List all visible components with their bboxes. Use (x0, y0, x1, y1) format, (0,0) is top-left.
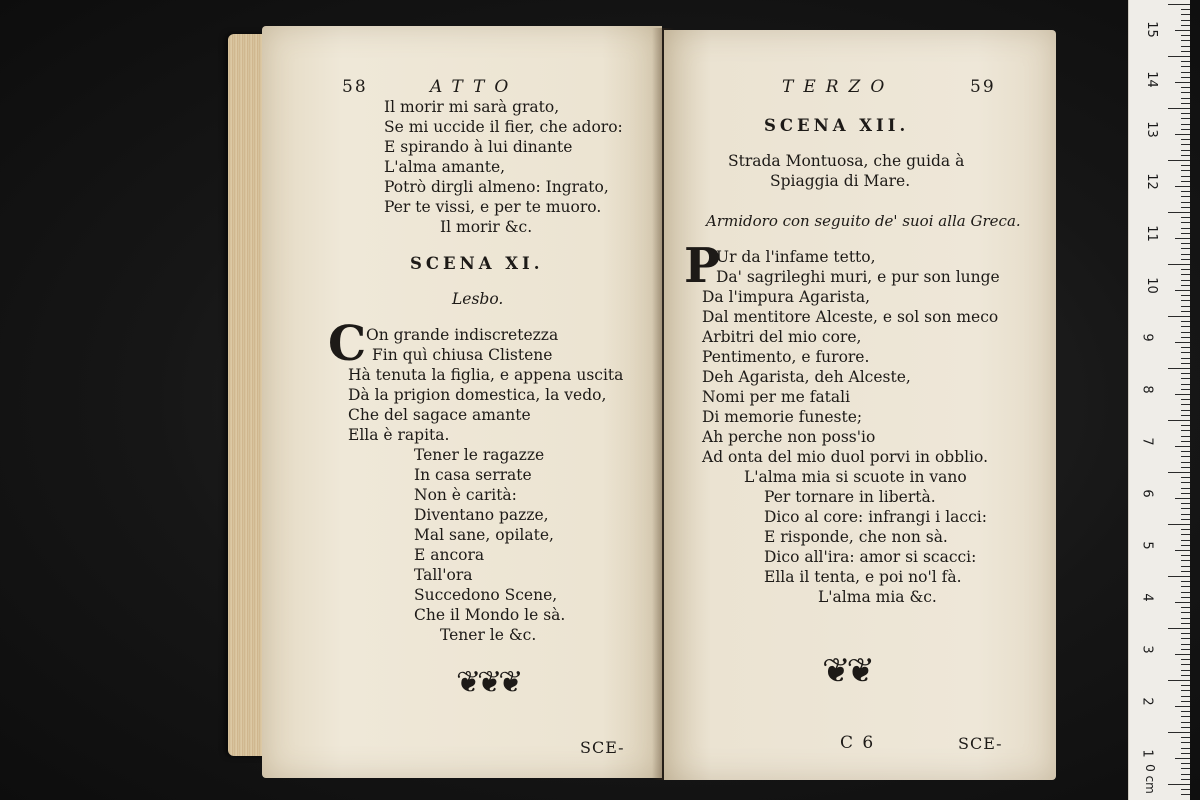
aria-line: E ancora (414, 546, 485, 564)
ruler-tick (1181, 66, 1190, 67)
ruler-tick (1181, 685, 1190, 686)
ruler-tick (1181, 779, 1190, 780)
verse-line: Arbitri del mio core, (702, 328, 862, 346)
ruler-tick (1168, 4, 1190, 5)
ruler-number: 5 (1139, 541, 1155, 550)
scene-title: SCENA XI. (410, 254, 544, 273)
ruler-number: 13 (1143, 121, 1159, 138)
ruler-tick (1181, 675, 1190, 676)
ruler-tick (1175, 238, 1190, 239)
ruler-tick (1181, 451, 1190, 452)
ruler-tick (1181, 139, 1190, 140)
setting-line: Strada Montuosa, che guida à (728, 152, 965, 170)
ruler-tick (1181, 25, 1190, 26)
ruler-tick (1181, 540, 1190, 541)
ruler-tick (1168, 732, 1190, 733)
ruler-tick (1175, 82, 1190, 83)
ruler-tick (1181, 742, 1190, 743)
ruler-tick (1181, 352, 1190, 353)
right-running-head: TERZO (782, 77, 895, 97)
ruler-tick (1181, 555, 1190, 556)
verse-line: Potrò dirgli almeno: Ingrato, (384, 178, 609, 196)
catchword: SCE- (958, 734, 1003, 753)
ruler-tick (1168, 316, 1190, 317)
ruler-tick (1181, 103, 1190, 104)
aria-line: Mal sane, opilate, (414, 526, 554, 544)
ruler-tick (1181, 358, 1190, 359)
ruler-tick (1175, 30, 1190, 31)
ruler-tick (1181, 711, 1190, 712)
ruler-tick (1181, 701, 1190, 702)
ruler-tick (1181, 633, 1190, 634)
ruler-tick (1175, 290, 1190, 291)
ruler-tick (1181, 113, 1190, 114)
ruler-tick (1181, 306, 1190, 307)
aria-line: Tener le ragazze (414, 446, 545, 464)
ruler-tick (1168, 472, 1190, 473)
scene-title: SCENA XII. (764, 116, 910, 135)
ruler-tick (1175, 134, 1190, 135)
right-page-number: 59 (970, 77, 996, 97)
ruler-number: 15 (1143, 21, 1159, 38)
ruler-tick (1181, 597, 1190, 598)
ruler-number: 8 (1139, 385, 1155, 394)
verse-line: Da l'impura Agarista, (702, 288, 871, 306)
ruler-tick (1181, 332, 1190, 333)
left-page (262, 26, 662, 778)
verse-line: Hà tenuta la figlia, e appena uscita (348, 366, 624, 384)
ruler-tick (1181, 87, 1190, 88)
aria-line: E risponde, che non sà. (764, 528, 948, 546)
verse-line: L'alma amante, (384, 158, 506, 176)
ruler-tick (1181, 410, 1190, 411)
refrain-line: Il morir &c. (440, 218, 533, 236)
ruler-tick (1181, 51, 1190, 52)
printer-ornament-icon: ❦❦❦ (456, 665, 520, 700)
ruler-tick (1168, 264, 1190, 265)
ruler-tick (1181, 488, 1190, 489)
aria-line: Per tornare in libertà. (764, 488, 936, 506)
ruler-tick (1181, 737, 1190, 738)
ruler-tick (1181, 763, 1190, 764)
ruler-tick (1181, 404, 1190, 405)
ruler-tick (1181, 690, 1190, 691)
aria-line: Diventano pazze, (414, 506, 549, 524)
ruler-tick (1181, 618, 1190, 619)
ruler-tick (1175, 654, 1190, 655)
ruler-tick (1181, 311, 1190, 312)
ruler-tick (1168, 784, 1190, 785)
ruler-tick (1181, 20, 1190, 21)
refrain-line: Tener le &c. (440, 626, 537, 644)
verse-line: Fin quì chiusa Clistene (372, 346, 553, 364)
ruler-tick (1181, 768, 1190, 769)
verse-line: E spirando à lui dinante (384, 138, 573, 156)
ruler-tick (1181, 659, 1190, 660)
ruler-tick (1181, 61, 1190, 62)
ruler-tick (1181, 571, 1190, 572)
ruler-tick (1181, 519, 1190, 520)
catchword: SCE- (580, 738, 625, 757)
ruler-tick (1181, 727, 1190, 728)
ruler-unit: 0 cm (1142, 764, 1157, 794)
ruler-tick (1181, 77, 1190, 78)
verse-line: Pentimento, e furore. (702, 348, 870, 366)
signature-mark: C 6 (840, 733, 876, 753)
ruler-tick (1181, 425, 1190, 426)
ruler-number: 11 (1143, 225, 1159, 242)
verse-line: Se mi uccide il fier, che adoro: (384, 118, 623, 136)
left-page-number: 58 (342, 77, 368, 97)
verse-line: Dà la prigion domestica, la vedo, (348, 386, 607, 404)
ruler-tick (1175, 186, 1190, 187)
ruler-tick (1181, 722, 1190, 723)
ruler-tick (1181, 560, 1190, 561)
ruler-tick (1181, 623, 1190, 624)
refrain-line: L'alma mia &c. (818, 588, 937, 606)
ruler-tick (1175, 342, 1190, 343)
ruler-tick (1181, 207, 1190, 208)
aria-line: Tall'ora (414, 566, 473, 584)
ruler-tick (1168, 628, 1190, 629)
ruler-tick (1181, 118, 1190, 119)
ruler-tick (1168, 108, 1190, 109)
ruler-tick (1181, 467, 1190, 468)
ruler-tick (1181, 9, 1190, 10)
ruler-tick (1181, 181, 1190, 182)
ruler-tick (1168, 160, 1190, 161)
ruler-tick (1181, 529, 1190, 530)
ruler-number: 3 (1139, 645, 1155, 654)
ruler-tick (1175, 758, 1190, 759)
ruler-tick (1181, 285, 1190, 286)
verse-line: Deh Agarista, deh Alceste, (702, 368, 911, 386)
ruler-number: 9 (1139, 333, 1155, 342)
verse-line: Il morir mi sarà grato, (384, 98, 560, 116)
ruler-tick (1168, 524, 1190, 525)
ruler-tick (1181, 222, 1190, 223)
ruler-tick (1181, 269, 1190, 270)
ruler-tick (1181, 696, 1190, 697)
ruler-tick (1175, 446, 1190, 447)
ruler-tick (1181, 337, 1190, 338)
ruler-tick (1181, 534, 1190, 535)
ruler-tick (1175, 602, 1190, 603)
ruler-tick (1181, 508, 1190, 509)
ruler-number: 10 (1143, 277, 1159, 294)
ruler-tick (1181, 482, 1190, 483)
ruler-tick (1181, 92, 1190, 93)
ruler-tick (1181, 566, 1190, 567)
ruler-tick (1181, 716, 1190, 717)
ruler-tick (1181, 514, 1190, 515)
ruler-tick (1181, 72, 1190, 73)
ruler-tick (1181, 545, 1190, 546)
ruler-tick (1175, 394, 1190, 395)
ruler-tick (1181, 202, 1190, 203)
measurement-ruler (1128, 0, 1190, 800)
aria-line: Dico al core: infrangi i lacci: (764, 508, 987, 526)
ruler-number: 6 (1139, 489, 1155, 498)
ruler-tick (1181, 217, 1190, 218)
ruler-tick (1175, 550, 1190, 551)
ruler-number: 4 (1139, 593, 1155, 602)
ruler-tick (1181, 300, 1190, 301)
setting-line: Spiaggia di Mare. (770, 172, 911, 190)
ruler-tick (1181, 592, 1190, 593)
ruler-tick (1168, 680, 1190, 681)
ruler-tick (1181, 280, 1190, 281)
ruler-tick (1181, 196, 1190, 197)
ruler-tick (1181, 274, 1190, 275)
verse-line: Dal mentitore Alceste, e sol son meco (702, 308, 999, 326)
aria-line: Ella il tenta, e poi no'l fà. (764, 568, 962, 586)
ruler-tick (1175, 706, 1190, 707)
ruler-tick (1181, 40, 1190, 41)
verse-line: Ad onta del mio duol porvi in obblio. (702, 448, 989, 466)
ruler-tick (1181, 170, 1190, 171)
ruler-tick (1181, 98, 1190, 99)
ruler-tick (1181, 794, 1190, 795)
ruler-tick (1181, 295, 1190, 296)
ruler-tick (1181, 430, 1190, 431)
ruler-tick (1181, 165, 1190, 166)
ruler-tick (1181, 649, 1190, 650)
verse-line: Di memorie funeste; (702, 408, 863, 426)
ruler-tick (1168, 212, 1190, 213)
aria-line: Succedono Scene, (414, 586, 558, 604)
verse-line: Ella è rapita. (348, 426, 450, 444)
verse-line: Che del sagace amante (348, 406, 531, 424)
ruler-tick (1181, 670, 1190, 671)
ruler-tick (1181, 586, 1190, 587)
verse-line: Nomi per me fatali (702, 388, 851, 406)
drop-cap: C (328, 316, 367, 372)
ruler-tick (1181, 373, 1190, 374)
ruler-tick (1181, 321, 1190, 322)
aria-line: Non è carità: (414, 486, 517, 504)
ruler-tick (1181, 753, 1190, 754)
ruler-tick (1181, 191, 1190, 192)
ruler-tick (1181, 248, 1190, 249)
aria-line: L'alma mia si scuote in vano (744, 468, 967, 486)
verse-line: Ah perche non poss'io (702, 428, 876, 446)
ruler-tick (1181, 789, 1190, 790)
ruler-tick (1181, 254, 1190, 255)
ruler-tick (1181, 493, 1190, 494)
verse-line: On grande indiscretezza (366, 326, 559, 344)
ruler-number: 14 (1143, 71, 1159, 88)
ruler-tick (1181, 774, 1190, 775)
ruler-tick (1181, 150, 1190, 151)
aria-line: In casa serrate (414, 466, 532, 484)
ruler-tick (1181, 228, 1190, 229)
ruler-tick (1181, 14, 1190, 15)
left-running-head: ATTO (430, 77, 519, 97)
ruler-number: 2 (1139, 697, 1155, 706)
ruler-number: 7 (1139, 437, 1155, 446)
ruler-tick (1181, 436, 1190, 437)
stage-direction: Armidoro con seguito de' suoi alla Greca. (706, 212, 1021, 230)
ruler-tick (1181, 144, 1190, 145)
ruler-tick (1181, 35, 1190, 36)
ruler-tick (1181, 129, 1190, 130)
ruler-tick (1181, 176, 1190, 177)
ruler-tick (1181, 664, 1190, 665)
ruler-tick (1168, 420, 1190, 421)
ruler-tick (1181, 612, 1190, 613)
ruler-tick (1181, 233, 1190, 234)
character-name: Lesbo. (452, 290, 504, 308)
ruler-tick (1181, 462, 1190, 463)
ruler-tick (1181, 124, 1190, 125)
printer-ornament-icon: ❦❦ (822, 651, 871, 691)
aria-line: Che il Mondo le sà. (414, 606, 566, 624)
verse-line: Da' sagrileghi muri, e pur son lunge (716, 268, 1000, 286)
ruler-tick (1181, 155, 1190, 156)
ruler-tick (1181, 243, 1190, 244)
ruler-tick (1181, 456, 1190, 457)
ruler-tick (1181, 748, 1190, 749)
ruler-tick (1181, 415, 1190, 416)
ruler-tick (1181, 638, 1190, 639)
ruler-tick (1181, 384, 1190, 385)
ruler-tick (1181, 46, 1190, 47)
ruler-number: 1 (1139, 749, 1155, 758)
ruler-tick (1181, 389, 1190, 390)
ruler-tick (1168, 576, 1190, 577)
ruler-tick (1181, 477, 1190, 478)
ruler-tick (1168, 56, 1190, 57)
ruler-tick (1181, 347, 1190, 348)
verse-line: Ur da l'infame tetto, (716, 248, 876, 266)
ruler-tick (1181, 441, 1190, 442)
aria-line: Dico all'ira: amor si scacci: (764, 548, 977, 566)
ruler-tick (1181, 259, 1190, 260)
ruler-tick (1181, 581, 1190, 582)
ruler-tick (1181, 378, 1190, 379)
verse-line: Per te vissi, e per te muoro. (384, 198, 602, 216)
ruler-number: 12 (1143, 173, 1159, 190)
ruler-tick (1181, 503, 1190, 504)
ruler-tick (1168, 368, 1190, 369)
ruler-tick (1175, 498, 1190, 499)
ruler-tick (1181, 607, 1190, 608)
ruler-tick (1181, 326, 1190, 327)
ruler-tick (1181, 644, 1190, 645)
drop-cap: P (684, 238, 721, 294)
ruler-tick (1181, 363, 1190, 364)
right-page (664, 30, 1056, 780)
ruler-tick (1181, 399, 1190, 400)
